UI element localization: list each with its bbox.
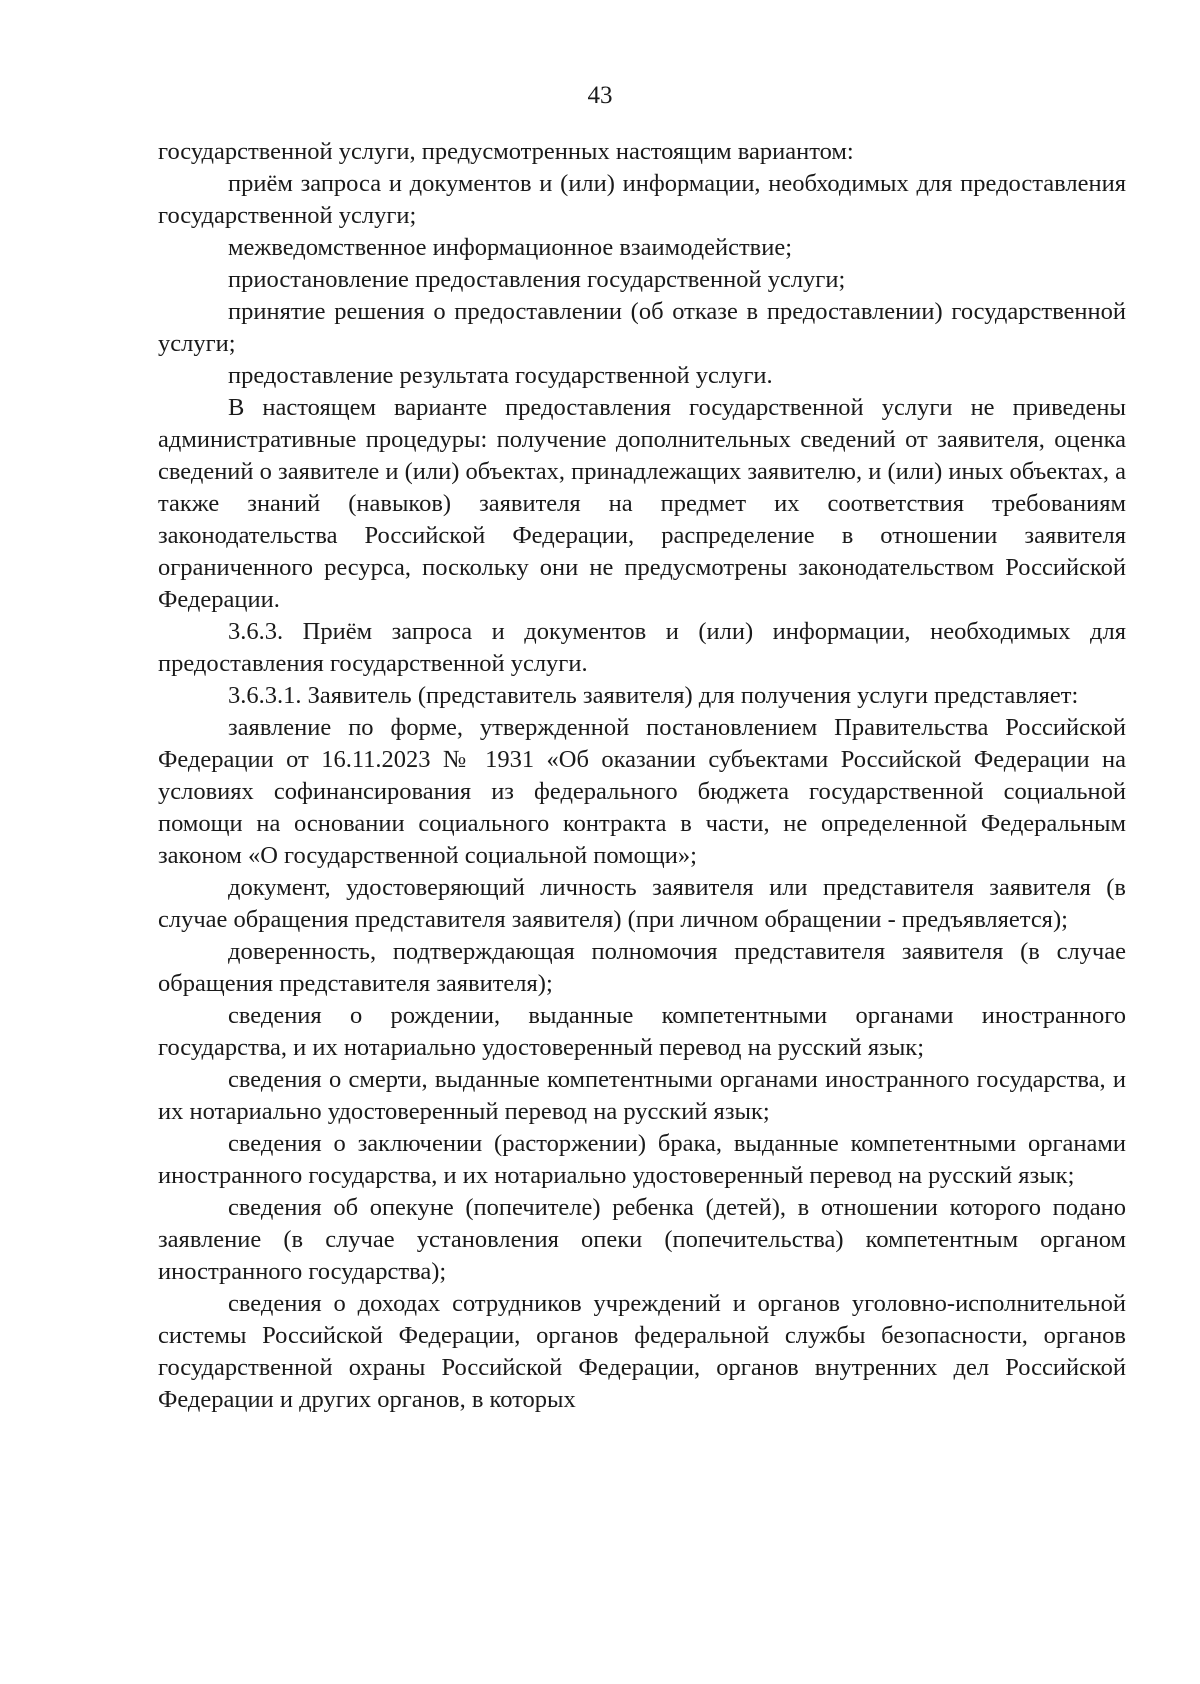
paragraph: предоставление результата государственной услуги.: [228, 362, 773, 389]
paragraph: приостановление предоставления государственной услуги;: [228, 266, 846, 293]
paragraph: приём запроса и документов и (или) информации, необходимых для предоставления государственной услуги;: [158, 170, 1126, 229]
list-item: документ, удостоверяющий личность заявителя или представителя заявителя (в случае обращения представителя заявителя) (при личном обращении - предъявляется);: [158, 874, 1126, 933]
section-heading: 3.6.3. Приём запроса и документов и (или) информации, необходимых для предоставления государственной услуги.: [158, 618, 1126, 677]
subsection-heading: 3.6.3.1. Заявитель (представитель заявителя) для получения услуги представляет:: [228, 682, 1079, 709]
paragraph: межведомственное информационное взаимодействие;: [228, 234, 793, 261]
document-body: [158, 136, 1126, 1416]
paragraph: В настоящем варианте предоставления государственной услуги не приведены административные процедуры: получение дополнительных сведений от заявителя, оценка сведений о заявителе и (или) объектах, принадлежащих заявителю, и (или) иных объектах, а также знаний (навыков) заявителя на предмет их соответствия требованиям законодательства Российской Федерации, распределение в отношении заявителя ограниченного ресурса, поскольку они не предусмотрены законодательством Российской Федерации.: [158, 394, 1126, 613]
paragraph: государственной услуги, предусмотренных настоящим вариантом:: [158, 138, 854, 165]
list-item: сведения о смерти, выданные компетентными органами иностранного государства, и их нотариально удостоверенный перевод на русский язык;: [158, 1066, 1126, 1125]
list-item: доверенность, подтверждающая полномочия представителя заявителя (в случае обращения представителя заявителя);: [158, 938, 1126, 997]
list-item: сведения о доходах сотрудников учреждений и органов уголовно-исполнительной системы Российской Федерации, органов федеральной службы безопасности, органов государственной охраны Российской Федерации, органов внутренних дел Российской Федерации и других органов, в которых: [158, 1290, 1126, 1413]
list-item: заявление по форме, утвержденной постановлением Правительства Российской Федерации от 16.11.2023 № 1931 «Об оказании субъектами Российской Федерации на условиях софинансирования из федерального бюджета государственной социальной помощи на основании социального контракта в части, не определенной Федеральным законом «О государственной социальной помощи»;: [158, 714, 1126, 869]
page-number: 43: [587, 82, 613, 109]
list-item: сведения о рождении, выданные компетентными органами иностранного государства, и их нотариально удостоверенный перевод на русский язык;: [158, 1002, 1126, 1061]
list-item: сведения о заключении (расторжении) брака, выданные компетентными органами иностранного государства, и их нотариально удостоверенный перевод на русский язык;: [158, 1130, 1126, 1189]
list-item: сведения об опекуне (попечителе) ребенка (детей), в отношении которого подано заявление (в случае установления опеки (попечительства) компетентным органом иностранного государства);: [158, 1194, 1126, 1285]
paragraph: принятие решения о предоставлении (об отказе в предоставлении) государственной услуги;: [158, 298, 1126, 357]
